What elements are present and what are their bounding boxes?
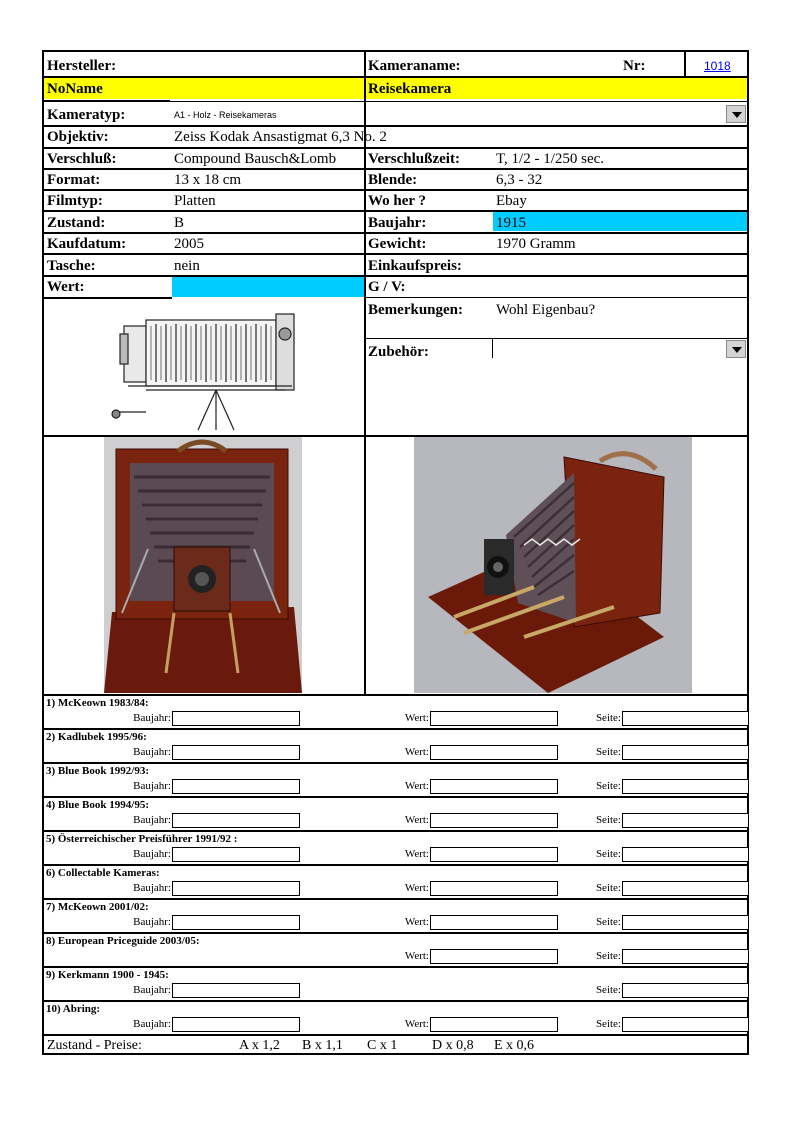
reference-seite-label: Seite: bbox=[595, 950, 621, 962]
reference-baujahr-field[interactable] bbox=[172, 813, 300, 828]
reference-row-divider bbox=[44, 1034, 747, 1036]
camera-photo-front bbox=[104, 437, 302, 693]
reference-seite-label: Seite: bbox=[595, 814, 621, 826]
reference-baujahr-field[interactable] bbox=[172, 915, 300, 930]
chevron-down-icon bbox=[732, 347, 742, 353]
reference-wert-label: Wert: bbox=[404, 882, 429, 894]
reference-seite-label: Seite: bbox=[595, 916, 621, 928]
reference-wert-label: Wert: bbox=[404, 1018, 429, 1030]
reference-wert-field[interactable] bbox=[430, 915, 558, 930]
reference-wert-field[interactable] bbox=[430, 745, 558, 760]
reference-wert-label: Wert: bbox=[404, 848, 429, 860]
reference-title: 7) McKeown 2001/02: bbox=[46, 901, 149, 913]
blende-label: Blende: bbox=[368, 172, 418, 188]
reference-seite-field[interactable] bbox=[622, 983, 749, 998]
zubehoer-field[interactable] bbox=[492, 339, 726, 358]
tasche-value: nein bbox=[174, 258, 200, 274]
reference-seite-field[interactable] bbox=[622, 847, 749, 862]
format-value: 13 x 18 cm bbox=[174, 172, 242, 188]
hersteller-value: NoName bbox=[47, 81, 103, 97]
einkaufspreis-label: Einkaufspreis: bbox=[368, 258, 462, 274]
reference-title: 6) Collectable Kameras: bbox=[46, 867, 160, 879]
filmtyp-value: Platten bbox=[174, 193, 216, 209]
nr-divider bbox=[684, 52, 686, 77]
reference-seite-field[interactable] bbox=[622, 745, 749, 760]
bemerkungen-label: Bemerkungen: bbox=[368, 302, 463, 318]
camera-side-image bbox=[414, 437, 692, 693]
reference-row bbox=[44, 900, 747, 934]
reference-seite-field[interactable] bbox=[622, 813, 749, 828]
tasche-label: Tasche: bbox=[47, 258, 96, 274]
reference-row bbox=[44, 866, 747, 900]
footer-price-e: E x 0,6 bbox=[494, 1038, 535, 1053]
footer-price-a: A x 1,2 bbox=[239, 1038, 280, 1053]
reference-title: 8) European Priceguide 2003/05: bbox=[46, 935, 200, 947]
reference-seite-field[interactable] bbox=[622, 949, 749, 964]
reference-baujahr-field[interactable] bbox=[172, 1017, 300, 1032]
reference-baujahr-label: Baujahr: bbox=[133, 780, 171, 792]
verschluss-value: Compound Bausch&Lomb bbox=[174, 151, 337, 167]
baujahr-highlight bbox=[493, 212, 747, 231]
reference-title: 1) McKeown 1983/84: bbox=[46, 697, 149, 709]
zubehoer-label: Zubehör: bbox=[368, 344, 429, 360]
reference-wert-field[interactable] bbox=[430, 949, 558, 964]
reference-title: 9) Kerkmann 1900 - 1945: bbox=[46, 969, 169, 981]
reference-title: 5) Österreichischer Preisführer 1991/92 : bbox=[46, 833, 238, 845]
reference-seite-field[interactable] bbox=[622, 915, 749, 930]
wert-highlight bbox=[172, 277, 364, 297]
reference-wert-field[interactable] bbox=[430, 813, 558, 828]
kameratyp-dropdown-button[interactable] bbox=[726, 105, 746, 123]
chevron-down-icon bbox=[732, 112, 742, 118]
reference-baujahr-field[interactable] bbox=[172, 881, 300, 896]
reference-title: 10) Abring: bbox=[46, 1003, 101, 1015]
footer-price-c: C x 1 bbox=[367, 1038, 398, 1053]
reference-baujahr-label: Baujahr: bbox=[133, 916, 171, 928]
reference-row bbox=[44, 934, 747, 968]
reference-wert-label: Wert: bbox=[404, 950, 429, 962]
reference-seite-field[interactable] bbox=[622, 1017, 749, 1032]
blende-value: 6,3 - 32 bbox=[496, 172, 543, 188]
reference-title: 2) Kadlubek 1995/96: bbox=[46, 731, 147, 743]
reference-seite-label: Seite: bbox=[595, 848, 621, 860]
zubehoer-dropdown-button[interactable] bbox=[726, 340, 746, 358]
reference-row bbox=[44, 968, 747, 1002]
bemerkungen-value: Wohl Eigenbau? bbox=[496, 302, 596, 318]
reference-title: 3) Blue Book 1992/93: bbox=[46, 765, 149, 777]
reference-seite-label: Seite: bbox=[595, 712, 621, 724]
reference-wert-label: Wert: bbox=[404, 814, 429, 826]
reference-row bbox=[44, 730, 747, 764]
reference-seite-field[interactable] bbox=[622, 779, 749, 794]
camera-record-sheet bbox=[42, 50, 749, 1055]
reference-wert-label: Wert: bbox=[404, 746, 429, 758]
reference-seite-label: Seite: bbox=[595, 1018, 621, 1030]
reference-seite-label: Seite: bbox=[595, 984, 621, 996]
reference-baujahr-label: Baujahr: bbox=[133, 848, 171, 860]
reference-wert-field[interactable] bbox=[430, 847, 558, 862]
gewicht-label: Gewicht: bbox=[368, 236, 427, 252]
reference-seite-label: Seite: bbox=[595, 882, 621, 894]
reference-baujahr-field[interactable] bbox=[172, 779, 300, 794]
nr-value-link[interactable]: 1018 bbox=[704, 59, 731, 73]
filmtyp-label: Filmtyp: bbox=[47, 193, 103, 209]
reference-wert-field[interactable] bbox=[430, 711, 558, 726]
reference-seite-field[interactable] bbox=[622, 881, 749, 896]
kameraname-value: Reisekamera bbox=[368, 81, 452, 97]
format-label: Format: bbox=[47, 172, 101, 188]
reference-row bbox=[44, 764, 747, 798]
verschlusszeit-value: T, 1/2 - 1/250 sec. bbox=[496, 151, 605, 167]
baujahr-value: 1915 bbox=[496, 215, 526, 231]
reference-row bbox=[44, 798, 747, 832]
verschlusszeit-label: Verschlußzeit: bbox=[368, 151, 460, 167]
baujahr-label: Baujahr: bbox=[368, 215, 427, 231]
reference-wert-label: Wert: bbox=[404, 712, 429, 724]
hersteller-label: Hersteller: bbox=[47, 58, 117, 74]
reference-baujahr-field[interactable] bbox=[172, 711, 300, 726]
reference-seite-field[interactable] bbox=[622, 711, 749, 726]
reference-baujahr-label: Baujahr: bbox=[133, 814, 171, 826]
kameraname-label: Kameraname: bbox=[368, 58, 461, 74]
footer-price-b: B x 1,1 bbox=[302, 1038, 343, 1053]
reference-baujahr-field[interactable] bbox=[172, 847, 300, 862]
reference-wert-label: Wert: bbox=[404, 780, 429, 792]
reference-row bbox=[44, 696, 747, 730]
reference-title: 4) Blue Book 1994/95: bbox=[46, 799, 149, 811]
reference-baujahr-label: Baujahr: bbox=[133, 1018, 171, 1030]
nr-label: Nr: bbox=[623, 58, 646, 74]
camera-front-image bbox=[104, 437, 302, 693]
reference-baujahr-label: Baujahr: bbox=[133, 882, 171, 894]
reference-seite-label: Seite: bbox=[595, 746, 621, 758]
gewicht-value: 1970 Gramm bbox=[496, 236, 576, 252]
kaufdatum-value: 2005 bbox=[174, 236, 204, 252]
kameratyp-label: Kameratyp: bbox=[47, 107, 126, 123]
kaufdatum-label: Kaufdatum: bbox=[47, 236, 127, 252]
reference-row bbox=[44, 1002, 747, 1036]
reference-baujahr-label: Baujahr: bbox=[133, 712, 171, 724]
zustand-label: Zustand: bbox=[47, 215, 106, 231]
reference-wert-label: Wert: bbox=[404, 916, 429, 928]
reference-seite-label: Seite: bbox=[595, 780, 621, 792]
camera-photo-side bbox=[414, 437, 692, 693]
objektiv-label: Objektiv: bbox=[47, 129, 109, 145]
center-divider bbox=[364, 52, 366, 695]
reference-baujahr-field[interactable] bbox=[172, 983, 300, 998]
gv-label: G / V: bbox=[368, 279, 406, 295]
zustand-value: B bbox=[174, 215, 185, 231]
reference-row bbox=[44, 832, 747, 866]
objektiv-value: Zeiss Kodak Ansastigmat 6,3 No. 2 bbox=[174, 129, 387, 145]
reference-baujahr-label: Baujahr: bbox=[133, 746, 171, 758]
footer-price-d: D x 0,8 bbox=[432, 1038, 474, 1053]
reference-wert-field[interactable] bbox=[430, 1017, 558, 1032]
kameratyp-value[interactable]: A1 - Holz - Reisekameras bbox=[174, 110, 277, 120]
woher-label: Wo her ? bbox=[368, 193, 427, 209]
footer-label: Zustand - Preise: bbox=[47, 1038, 142, 1053]
wert-label: Wert: bbox=[47, 279, 85, 295]
reference-wert-field[interactable] bbox=[430, 881, 558, 896]
woher-value: Ebay bbox=[496, 193, 527, 209]
verschluss-label: Verschluß: bbox=[47, 151, 117, 167]
reference-baujahr-label: Baujahr: bbox=[133, 984, 171, 996]
camera-line-drawing bbox=[106, 304, 306, 434]
reference-wert-field[interactable] bbox=[430, 779, 558, 794]
reference-baujahr-field[interactable] bbox=[172, 745, 300, 760]
